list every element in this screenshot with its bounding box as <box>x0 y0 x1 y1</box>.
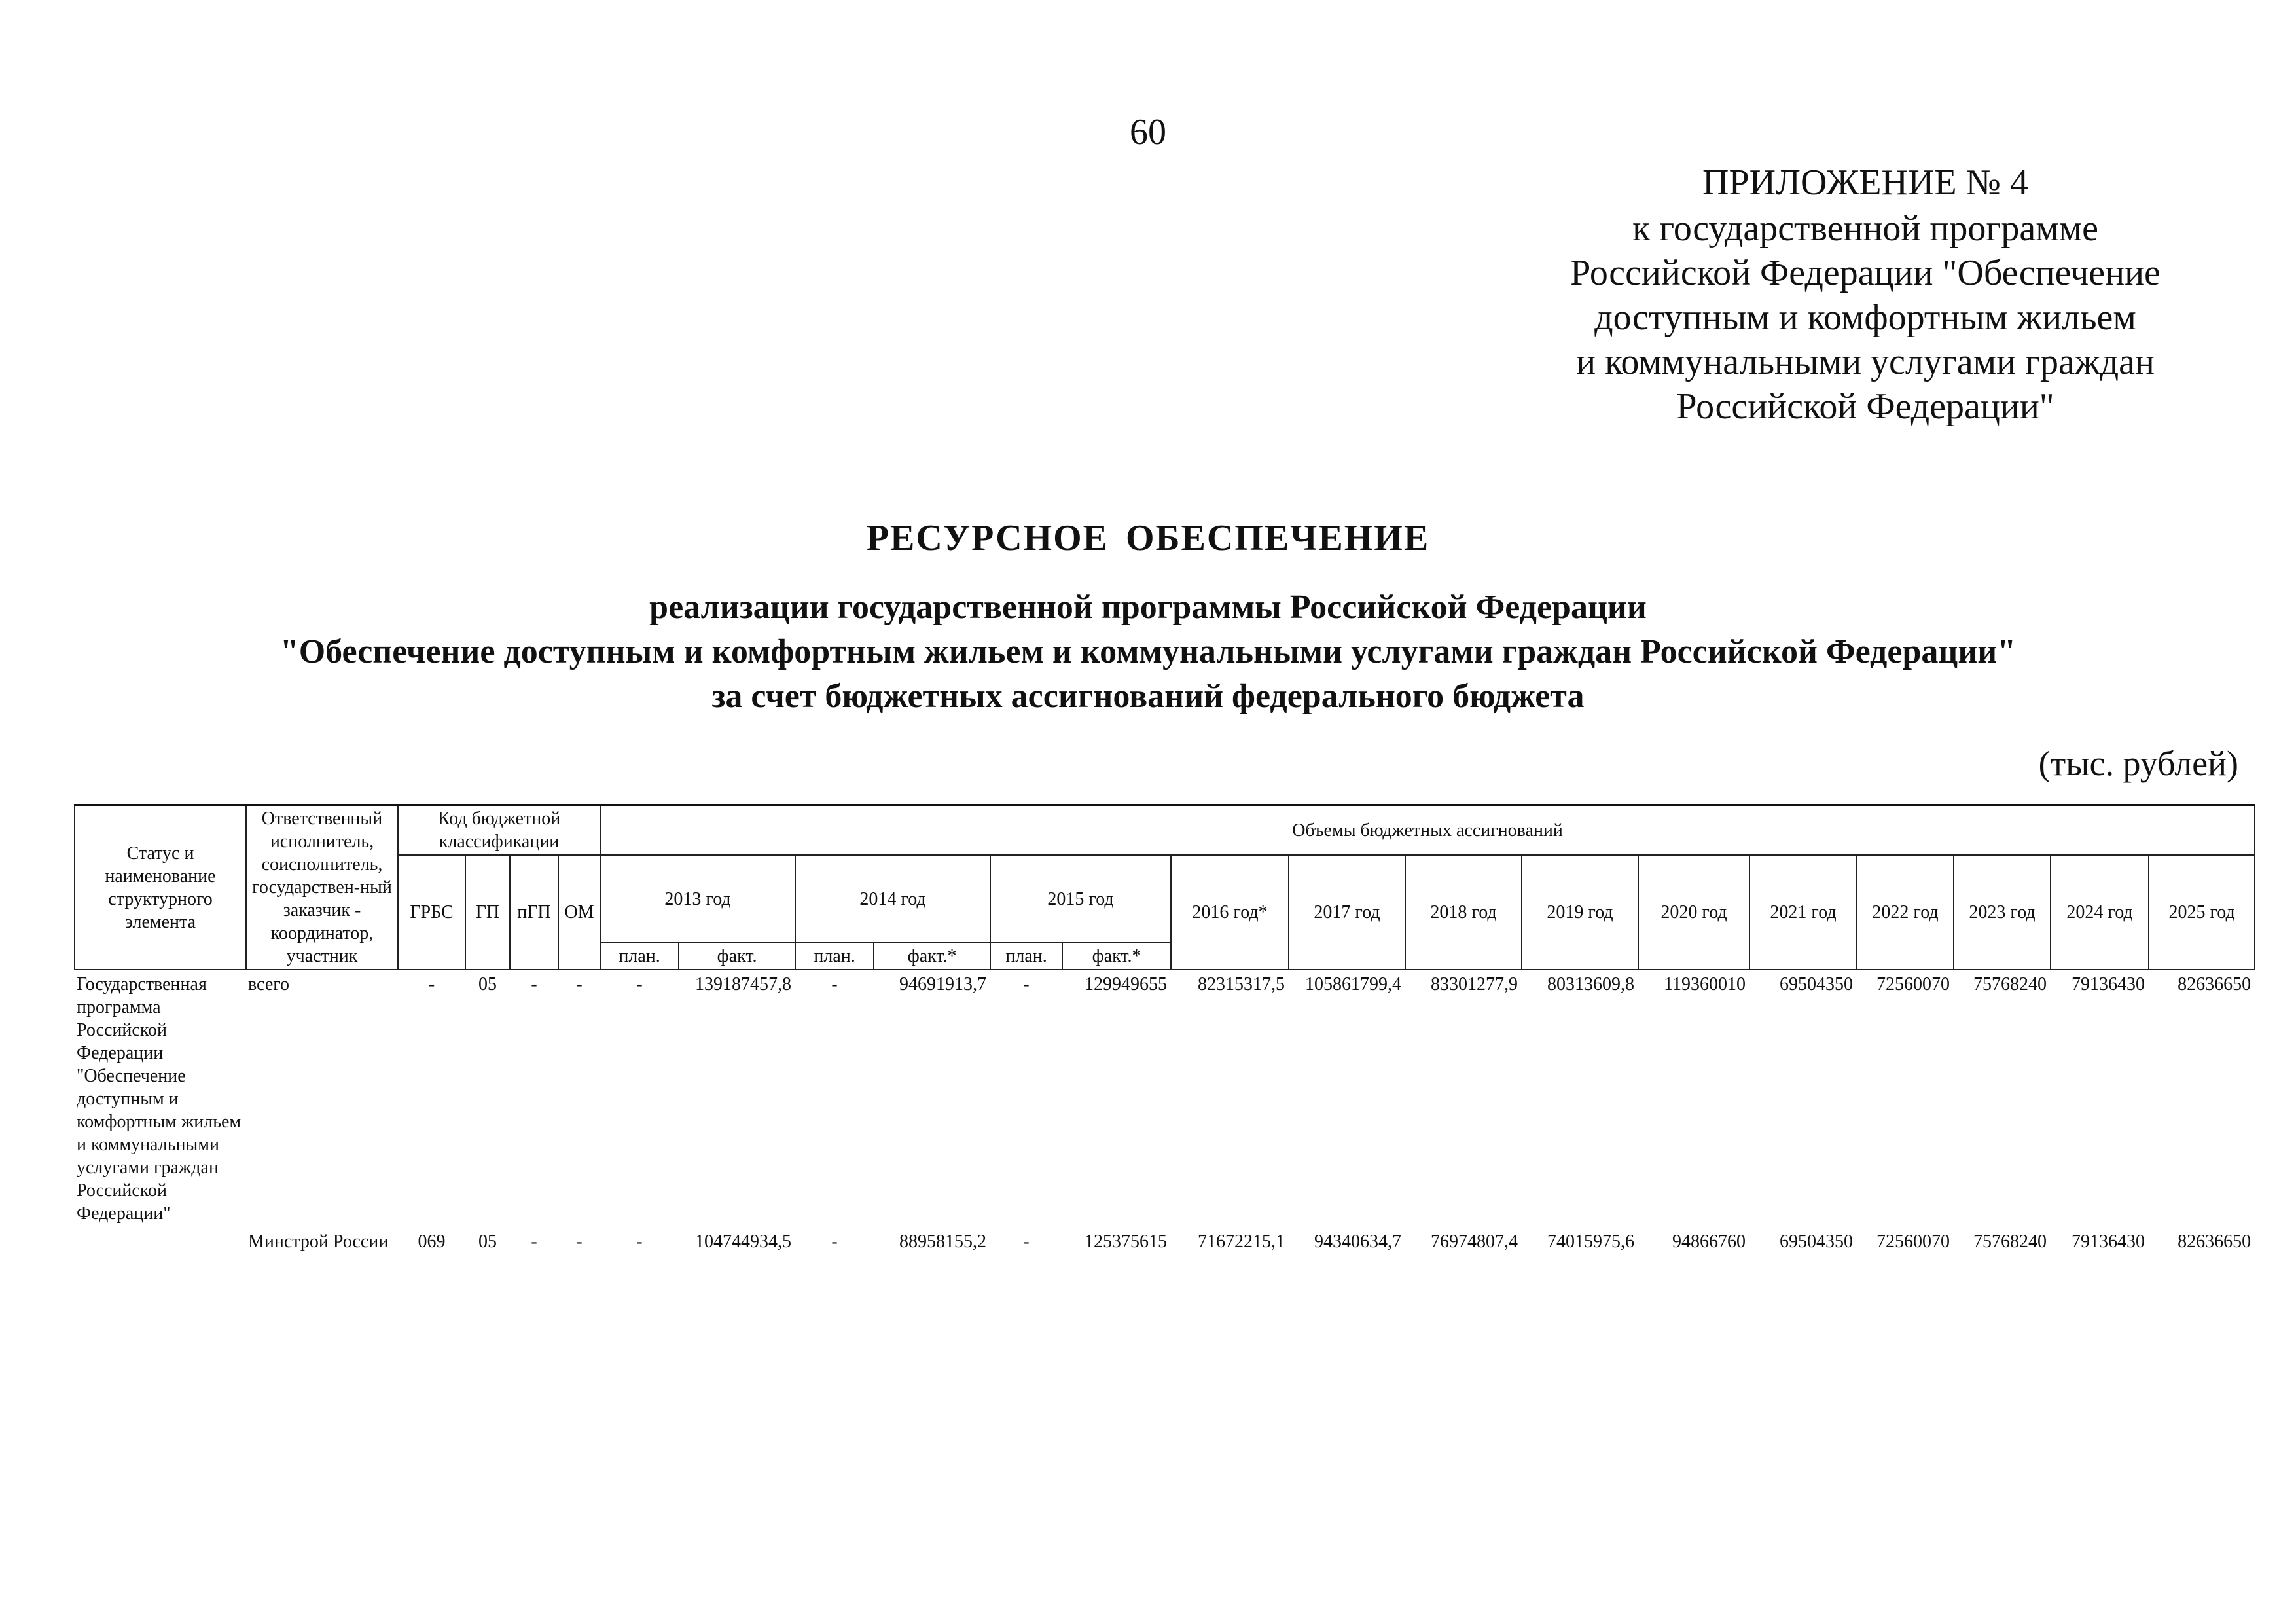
cell-fact-2015: 125375615 <box>1085 1231 1168 1252</box>
cell-2024: 79136430 <box>2072 974 2145 994</box>
cell-2021: 69504350 <box>1780 974 1854 994</box>
appendix-line: доступным и комфортным жильем <box>1594 297 2136 338</box>
header-year-2022: 2022 год <box>1857 855 1954 970</box>
title-subline: реализации государственной программы Российской Федерации <box>649 589 1647 626</box>
cell-plan-2015: - <box>1023 974 1030 994</box>
header-gp: ГП <box>465 855 510 970</box>
header-budget-code: Код бюджетной классификации <box>398 805 600 856</box>
title-main: РЕСУРСНОЕ ОБЕСПЕЧЕНИЕ <box>866 518 1430 558</box>
header-year-2023: 2023 год <box>1954 855 2051 970</box>
cell-2016: 82315317,5 <box>1198 974 1285 994</box>
header-fact-2013: факт. <box>679 943 795 970</box>
header-grbs: ГРБС <box>398 855 465 970</box>
header-year-2016: 2016 год* <box>1171 855 1289 970</box>
appendix-block <box>1505 160 2225 429</box>
cell-pgp: - <box>531 1231 537 1252</box>
cell-2018: 76974807,4 <box>1431 1231 1518 1252</box>
header-responsible: Ответственный исполнитель, соисполнитель, государствен-ный заказчик - координатор, участник <box>246 805 398 970</box>
header-plan-2013: план. <box>600 943 679 970</box>
cell-2025: 82636650 <box>2178 974 2251 994</box>
cell-om: - <box>576 974 583 994</box>
header-year-2018: 2018 год <box>1405 855 1522 970</box>
cell-fact-2013: 104744934,5 <box>695 1231 792 1252</box>
header-year-2014: 2014 год <box>795 855 990 943</box>
header-year-2017: 2017 год <box>1289 855 1405 970</box>
header-year-2025: 2025 год <box>2149 855 2255 970</box>
cell-pgp: - <box>531 974 537 994</box>
header-fact-2015: факт.* <box>1062 943 1171 970</box>
header-year-2024: 2024 год <box>2051 855 2149 970</box>
cell-2023: 75768240 <box>1973 1231 2047 1252</box>
cell-plan-2014: - <box>831 974 838 994</box>
appendix-line: Российской Федерации "Обеспечение <box>1570 253 2161 293</box>
title-subline: "Обеспечение доступным и комфортным жильем и коммунальными услугами граждан Российской Федерации" <box>279 633 2017 670</box>
cell-2018: 83301277,9 <box>1431 974 1518 994</box>
table-row <box>75 970 2255 1228</box>
title-subline: за счет бюджетных ассигнований федерального бюджета <box>711 678 1585 715</box>
header-year-2015: 2015 год <box>990 855 1171 943</box>
appendix-line: к государственной программе <box>1632 208 2098 249</box>
cell-grbs: 069 <box>418 1231 446 1252</box>
appendix-line: ПРИЛОЖЕНИЕ № 4 <box>1702 162 2028 203</box>
header-year-2019: 2019 год <box>1522 855 1638 970</box>
budget-table <box>74 804 2255 1256</box>
header-fact-2014: факт.* <box>874 943 990 970</box>
cell-2017: 94340634,7 <box>1314 1231 1402 1252</box>
cell-plan-2015: - <box>1023 1231 1030 1252</box>
cell-plan-2013: - <box>636 1231 643 1252</box>
header-year-2021: 2021 год <box>1749 855 1857 970</box>
header-plan-2015: план. <box>990 943 1062 970</box>
cell-2021: 69504350 <box>1780 1231 1854 1252</box>
table-row <box>75 1228 2255 1256</box>
cell-fact-2014: 94691913,7 <box>899 974 987 994</box>
header-plan-2014: план. <box>795 943 874 970</box>
header-year-2020: 2020 год <box>1638 855 1749 970</box>
appendix-line: и коммунальными услугами граждан <box>1576 342 2155 382</box>
cell-responsible: Минстрой России <box>248 1231 389 1252</box>
cell-2025: 82636650 <box>2178 1231 2251 1252</box>
cell-plan-2014: - <box>831 1231 838 1252</box>
cell-2020: 94866760 <box>1672 1231 1746 1252</box>
appendix-line: Российской Федерации" <box>1676 386 2054 427</box>
cell-responsible: всего <box>248 974 290 994</box>
cell-2024: 79136430 <box>2072 1231 2145 1252</box>
cell-om: - <box>576 1231 583 1252</box>
document-title <box>0 517 2296 719</box>
cell-fact-2015: 129949655 <box>1085 974 1168 994</box>
cell-status: Государственная программа Российской Федерации "Обеспечение доступным и комфортным жильем и коммунальными услугами граждан Российской Федерации" <box>77 974 242 1224</box>
cell-status <box>75 1228 246 1256</box>
header-status: Статус и наименование структурного элемента <box>75 805 246 970</box>
cell-2016: 71672215,1 <box>1198 1231 1285 1252</box>
header-pgp: пГП <box>510 855 558 970</box>
cell-plan-2013: - <box>636 974 643 994</box>
cell-gp: 05 <box>478 1231 497 1252</box>
cell-2023: 75768240 <box>1973 974 2047 994</box>
cell-2020: 119360010 <box>1664 974 1746 994</box>
page-number: 60 <box>1130 112 1166 153</box>
header-year-2013: 2013 год <box>600 855 795 943</box>
cell-2019: 74015975,6 <box>1547 1231 1635 1252</box>
cell-fact-2014: 88958155,2 <box>899 1231 987 1252</box>
cell-2019: 80313609,8 <box>1547 974 1635 994</box>
cell-fact-2013: 139187457,8 <box>695 974 792 994</box>
cell-2017: 105861799,4 <box>1305 974 1402 994</box>
header-volumes: Объемы бюджетных ассигнований <box>600 805 2255 856</box>
cell-grbs: - <box>428 974 435 994</box>
units-label: (тыс. рублей) <box>2038 744 2238 783</box>
cell-2022: 72560070 <box>1876 1231 1950 1252</box>
cell-gp: 05 <box>478 974 497 994</box>
header-om: ОМ <box>558 855 600 970</box>
cell-2022: 72560070 <box>1876 974 1950 994</box>
